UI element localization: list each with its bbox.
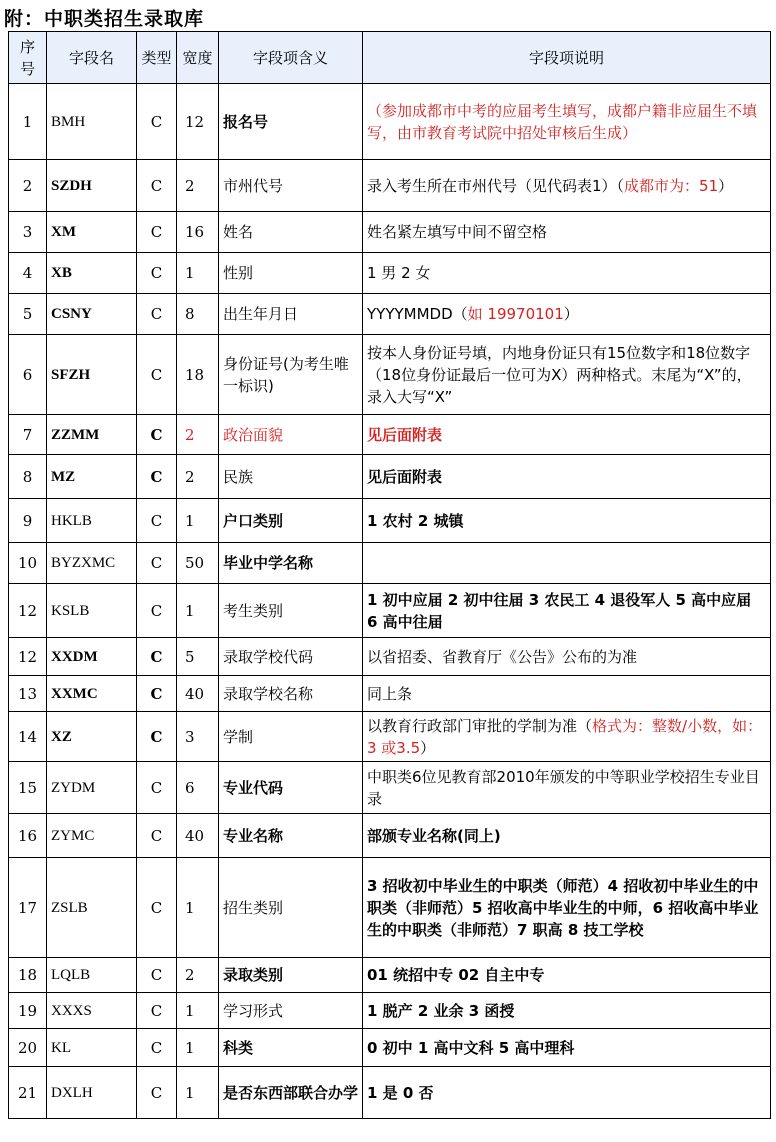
cell-desc: 0 初中 1 高中文科 5 高中理科 [363,1029,771,1067]
cell-field: XZ [47,712,137,762]
cell-seq: 9 [9,499,47,543]
cell-seq: 6 [9,335,47,415]
cell-width: 1 [177,1029,219,1067]
cell-meaning: 户口类别 [219,499,363,543]
cell-meaning: 性别 [219,253,363,294]
desc-tail-text: ） [718,176,734,195]
header-desc: 字段项说明 [363,32,771,84]
cell-desc: 中职类6位见教育部2010年颁发的中等职业学校招生专业目录 [363,762,771,814]
table-row [9,1029,771,1067]
cell-desc: 1 是 0 否 [363,1067,771,1119]
table-row [9,294,771,335]
cell-desc: 1 农村 2 城镇 [363,499,771,543]
cell-desc: 见后面附表 [363,455,771,499]
cell-type: C [137,676,177,712]
table-row [9,638,771,676]
cell-desc: 按本人身份证号填，内地身份证只有15位数字和18位数字（18位身份证最后一位可为X）两种格式。末尾为“X”的，录入大写“X” [363,335,771,415]
cell-field: HKLB [47,499,137,543]
cell-meaning: 专业名称 [219,814,363,858]
cell-width: 5 [177,638,219,676]
cell-width: 1 [177,499,219,543]
cell-field: DXLH [47,1067,137,1119]
cell-seq: 20 [9,1029,47,1067]
cell-type: C [137,638,177,676]
cell-field: XM [47,212,137,253]
table-row [9,993,771,1029]
cell-type: C [137,958,177,993]
header-seq: 序号 [9,32,47,84]
cell-type: C [137,993,177,1029]
table-row [9,858,771,958]
cell-field: ZZMM [47,415,137,455]
table-row [9,335,771,415]
cell-meaning: 毕业中学名称 [219,543,363,584]
cell-field: XB [47,253,137,294]
cell-width: 1 [177,253,219,294]
cell-desc: 1 脱产 2 业余 3 函授 [363,993,771,1029]
cell-seq: 5 [9,294,47,335]
desc-tail-text: ） [563,305,579,323]
cell-field: CSNY [47,294,137,335]
desc-tail-text: ） [420,738,436,757]
table-row [9,958,771,993]
cell-seq: 8 [9,455,47,499]
cell-field: XXDM [47,638,137,676]
cell-field: KSLB [47,584,137,638]
cell-width: 2 [177,415,219,455]
cell-seq: 21 [9,1067,47,1119]
cell-desc: 部颁专业名称(同上) [363,814,771,858]
cell-desc: 01 统招中专 02 自主中专 [363,958,771,993]
header-row [9,32,771,84]
cell-width: 6 [177,762,219,814]
cell-type: C [137,543,177,584]
cell-field: BYZXMC [47,543,137,584]
cell-field: KL [47,1029,137,1067]
table-row [9,253,771,294]
cell-width: 1 [177,858,219,958]
cell-type: C [137,712,177,762]
table-row [9,543,771,584]
table-row [9,712,771,762]
table-row [9,814,771,858]
cell-type: C [137,253,177,294]
cell-type: C [137,814,177,858]
cell-meaning: 学习形式 [219,993,363,1029]
cell-width: 12 [177,84,219,160]
cell-width: 1 [177,1067,219,1119]
cell-field: ZYDM [47,762,137,814]
table-row [9,212,771,253]
cell-meaning: 录取学校代码 [219,638,363,676]
table-row [9,455,771,499]
desc-red-text: 如 19970101 [467,305,564,323]
cell-type: C [137,858,177,958]
cell-meaning: 姓名 [219,212,363,253]
cell-desc: 姓名紧左填写中间不留空格 [363,212,771,253]
cell-type: C [137,1029,177,1067]
cell-seq: 15 [9,762,47,814]
cell-seq: 19 [9,993,47,1029]
cell-width: 18 [177,335,219,415]
desc-text: 以教育行政部门审批的学制为准（ [367,716,593,735]
table-row [9,415,771,455]
table-row [9,1067,771,1119]
cell-width: 2 [177,958,219,993]
cell-desc: 同上条 [363,676,771,712]
table-row [9,762,771,814]
cell-desc: 以省招委、省教育厅《公告》公布的为准 [363,638,771,676]
cell-desc [363,160,771,212]
cell-meaning: 专业代码 [219,762,363,814]
cell-width: 1 [177,584,219,638]
cell-seq: 17 [9,858,47,958]
cell-meaning: 学制 [219,712,363,762]
desc-red-text: 成都市为：51 [624,176,719,195]
cell-seq: 18 [9,958,47,993]
cell-type: C [137,335,177,415]
cell-width: 2 [177,455,219,499]
table-row [9,676,771,712]
cell-type: C [137,455,177,499]
cell-seq: 4 [9,253,47,294]
cell-width: 2 [177,160,219,212]
cell-meaning: 报名号 [219,84,363,160]
cell-field: ZYMC [47,814,137,858]
cell-type: C [137,415,177,455]
desc-red-text: （参加成都市中考的应届考生填写，成都户籍非应届生不填写，由市教育考试院中招处审核后生成） [367,101,758,142]
cell-seq: 16 [9,814,47,858]
header-field: 字段名 [47,32,137,84]
cell-desc: 1 初中应届 2 初中往届 3 农民工 4 退役军人 5 高中应届 6 高中往届 [363,584,771,638]
cell-meaning: 政治面貌 [219,415,363,455]
document-title: 附：中职类招生录取库 [4,8,205,30]
cell-type: C [137,160,177,212]
cell-type: C [137,84,177,160]
cell-field: XXXS [47,993,137,1029]
cell-field: MZ [47,455,137,499]
table-row [9,499,771,543]
cell-meaning: 市州代号 [219,160,363,212]
header-width: 宽度 [177,32,219,84]
cell-type: C [137,212,177,253]
table-row [9,584,771,638]
cell-seq: 1 [9,84,47,160]
cell-field: BMH [47,84,137,160]
cell-type: C [137,584,177,638]
cell-field: SZDH [47,160,137,212]
table-row [9,160,771,212]
cell-meaning: 民族 [219,455,363,499]
cell-width: 50 [177,543,219,584]
field-spec-table [8,31,771,1119]
cell-seq: 12 [9,638,47,676]
cell-seq: 7 [9,415,47,455]
cell-field: XXMC [47,676,137,712]
cell-type: C [137,294,177,335]
cell-meaning: 科类 [219,1029,363,1067]
cell-meaning: 录取类别 [219,958,363,993]
cell-desc [363,84,771,160]
cell-type: C [137,762,177,814]
desc-text: YYYYMMDD（ [367,305,468,323]
cell-meaning: 招生类别 [219,858,363,958]
cell-meaning: 录取学校名称 [219,676,363,712]
cell-desc [363,543,771,584]
cell-width: 8 [177,294,219,335]
cell-meaning: 身份证号(为考生唯一标识) [219,335,363,415]
cell-width: 3 [177,712,219,762]
cell-width: 16 [177,212,219,253]
cell-desc [363,712,771,762]
cell-width: 40 [177,814,219,858]
cell-seq: 10 [9,543,47,584]
cell-desc: 见后面附表 [363,415,771,455]
cell-seq: 3 [9,212,47,253]
cell-width: 1 [177,993,219,1029]
table-row [9,84,771,160]
cell-field: SFZH [47,335,137,415]
cell-type: C [137,499,177,543]
cell-seq: 14 [9,712,47,762]
cell-type: C [137,1067,177,1119]
cell-desc [363,294,771,335]
cell-seq: 13 [9,676,47,712]
header-meaning: 字段项含义 [219,32,363,84]
cell-field: LQLB [47,958,137,993]
cell-meaning: 考生类别 [219,584,363,638]
desc-text: 录入考生所在市州代号（见代码表1）（ [367,176,625,195]
cell-meaning: 是否东西部联合办学 [219,1067,363,1119]
cell-seq: 12 [9,584,47,638]
cell-desc: 3 招收初中毕业生的中职类（师范）4 招收初中毕业生的中职类（非师范）5 招收高中毕业生的中师，6 招收高中毕业生的中职类（非师范）7 职高 8 技工学校 [363,858,771,958]
cell-meaning: 出生年月日 [219,294,363,335]
cell-seq: 2 [9,160,47,212]
cell-width: 40 [177,676,219,712]
header-type: 类型 [137,32,177,84]
desc-red-text: 格式为：整数/小数，如：3 或3.5 [367,716,763,757]
cell-desc: 1 男 2 女 [363,253,771,294]
cell-field: ZSLB [47,858,137,958]
